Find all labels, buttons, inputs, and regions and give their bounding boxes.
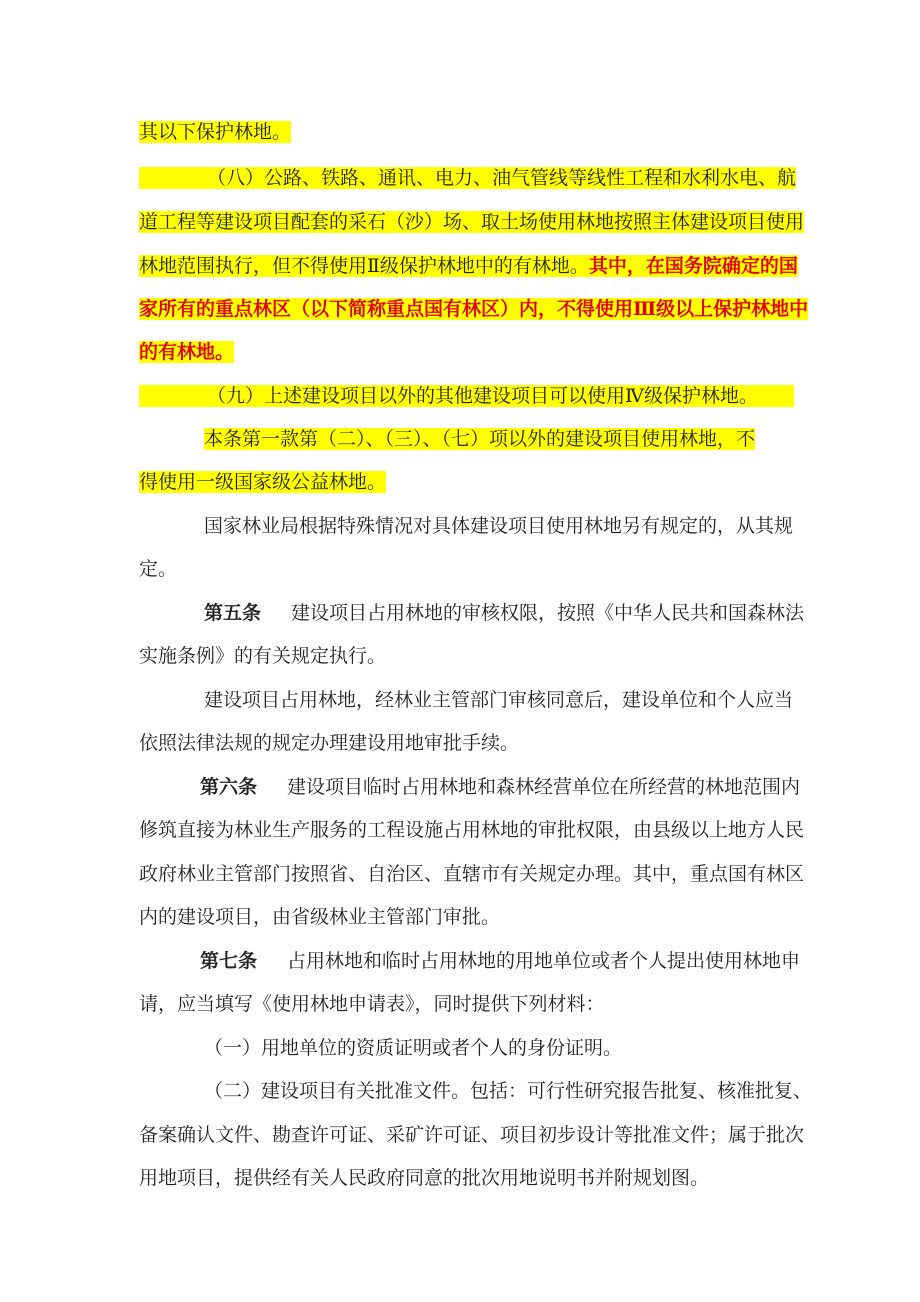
article-6-line: [200, 771, 800, 803]
paragraph-line: 国家林业局根据特殊情况对具体建设项目使用林地另有规定的，从其规: [204, 515, 794, 537]
article-label: 第六条: [200, 776, 258, 798]
text-line: [139, 250, 798, 282]
highlighted-text: [139, 255, 798, 277]
highlighted-text: 得使用一级国家级公益林地。: [139, 471, 387, 493]
article-text: 建设项目占用林地的审核权限，按照《中华人民共和国森林法: [291, 602, 805, 624]
article-text: 建设项目临时占用林地和森林经营单位在所经营的林地范围内: [287, 776, 801, 798]
text-line: [204, 423, 755, 455]
article-7-line: [200, 945, 800, 977]
clause-8-text: 林地范围执行，但不得使用Ⅱ级保护林地中的有林地。: [139, 255, 589, 277]
text-line: [139, 380, 794, 412]
article-5-line: [204, 597, 804, 629]
text-line: [139, 116, 291, 148]
article-label: 第五条: [204, 602, 262, 624]
paragraph-line: （二）建设项目有关批准文件。包括：可行性研究报告批复、核准批复、: [204, 1080, 813, 1102]
paragraph-line: 依照法律法规的规定办理建设用地审批手续。: [139, 732, 520, 754]
text-line: [139, 162, 796, 194]
text-line: [139, 293, 808, 325]
text-line: [139, 336, 234, 368]
paragraph-line: 政府林业主管部门按照省、自治区、直辖市有关规定办理。其中，重点国有林区: [139, 863, 805, 885]
paragraph-line: 实施条例》的有关规定执行。: [139, 645, 387, 667]
paragraph-line: 请，应当填写《使用林地申请表》，同时提供下列材料：: [139, 993, 605, 1015]
article-label: 第七条: [200, 950, 258, 972]
red-emphasis-text: 家所有的重点林区（以下简称重点国有林区）内，不得使用Ⅲ级以上保护林地中: [139, 298, 809, 320]
paragraph-line: 用地项目，提供经有关人民政府同意的批次用地说明书并附规划图。: [139, 1167, 710, 1189]
red-emphasis-text: 其中，在国务院确定的国: [588, 255, 798, 277]
clause-9-text: （九）上述建设项目以外的其他建设项目可以使用Ⅳ级保护林地。: [207, 385, 758, 407]
paragraph-line: 建设项目占用林地，经林业主管部门审核同意后，建设单位和个人应当: [204, 689, 794, 711]
paragraph-line: 备案确认文件、勘查许可证、采矿许可证、项目初步设计等批准文件；属于批次: [139, 1124, 805, 1146]
text-line: [139, 206, 804, 238]
red-emphasis-text: 的有林地。: [139, 341, 235, 363]
highlighted-text: 本条第一款第（二）、（三）、（七）项以外的建设项目使用林地，不: [204, 428, 756, 450]
paragraph-line: （一）用地单位的资质证明或者个人的身份证明。: [204, 1037, 623, 1059]
paragraph-line: 修筑直接为林业生产服务的工程设施占用林地的审批权限，由县级以上地方人民: [139, 819, 805, 841]
highlighted-text: 道工程等建设项目配套的采石（沙）场、取土场使用林地按照主体建设项目使用: [139, 211, 805, 233]
clause-8-line-1: （八）公路、铁路、通讯、电力、油气管线等线性工程和水利水电、航: [207, 167, 797, 189]
highlighted-text: [139, 167, 796, 189]
article-text: 占用林地和临时占用林地的用地单位或者个人提出使用林地申: [287, 950, 801, 972]
paragraph-line: 内的建设项目，由省级林业主管部门审批。: [139, 906, 501, 928]
highlighted-text: 其以下保护林地。: [139, 121, 292, 143]
highlighted-text: [139, 385, 794, 407]
text-line: [139, 466, 386, 498]
paragraph-line: 定。: [139, 558, 178, 580]
